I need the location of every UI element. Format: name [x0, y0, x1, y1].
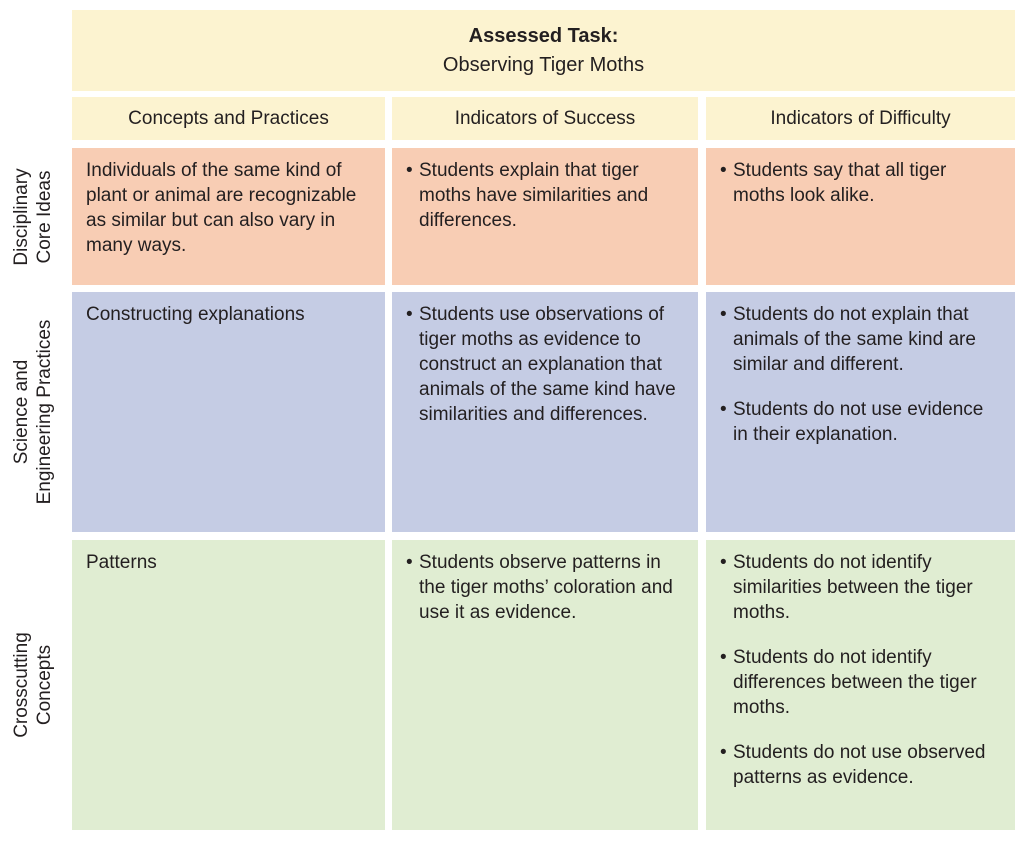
row-label-text: Crosscutting Concepts: [11, 632, 55, 738]
row-label-science-engineering-practices: [0, 292, 66, 532]
column-header-indicators-of-success: [392, 97, 698, 140]
cell-sep-success: [392, 292, 698, 532]
cell-cc-concept: [72, 540, 385, 830]
concept-text: Constructing explanations: [86, 304, 305, 325]
bullet-item: • Students do not use evidence in their explanation.: [720, 397, 1003, 447]
cell-cc-difficulty: [706, 540, 1015, 830]
column-header-label: Indicators of Difficulty: [770, 107, 951, 129]
bullet-item: • Students explain that tiger moths have similarities and differences.: [406, 158, 686, 233]
bullet-item: • Students do not use observed patterns as evidence.: [720, 740, 1003, 790]
column-header-indicators-of-difficulty: [706, 97, 1015, 140]
cell-sep-concept: [72, 292, 385, 532]
row-label-text: Disciplinary Core Ideas: [11, 167, 55, 266]
bullet-item: • Students use observations of tiger moths as evidence to construct an explanation that animals of the same kind have similarities and differences.: [406, 302, 686, 427]
assessed-task-subtitle: Observing Tiger Moths: [442, 53, 645, 76]
column-header-concepts-and-practices: [72, 97, 385, 140]
cell-dci-difficulty: [706, 148, 1015, 285]
concept-text: Individuals of the same kind of plant or animal are recognizable as similar but can also vary in many ways.: [86, 160, 357, 256]
bullet-item: • Students say that all tiger moths look alike.: [720, 158, 1003, 208]
column-header-label: Concepts and Practices: [128, 107, 329, 129]
cell-dci-concept: [72, 148, 385, 285]
cell-sep-difficulty: [706, 292, 1015, 532]
cell-dci-success: [392, 148, 698, 285]
bullet-item: • Students do not explain that animals of the same kind are similar and different.: [720, 302, 1003, 377]
row-label-text: Science and Engineering Practices: [11, 319, 55, 505]
bullet-item: • Students do not identify differences between the tiger moths.: [720, 645, 1003, 720]
assessed-task-title: Assessed Task:: [468, 24, 619, 47]
cell-cc-success: [392, 540, 698, 830]
row-label-crosscutting-concepts: [0, 540, 66, 830]
column-header-label: Indicators of Success: [454, 107, 636, 129]
concept-text: Patterns: [86, 552, 157, 573]
bullet-item: • Students observe patterns in the tiger moths’ coloration and use it as evidence.: [406, 550, 686, 625]
assessed-task-header: [72, 10, 1015, 91]
row-label-disciplinary-core-ideas: [0, 148, 66, 285]
bullet-item: • Students do not identify similarities between the tiger moths.: [720, 550, 1003, 625]
